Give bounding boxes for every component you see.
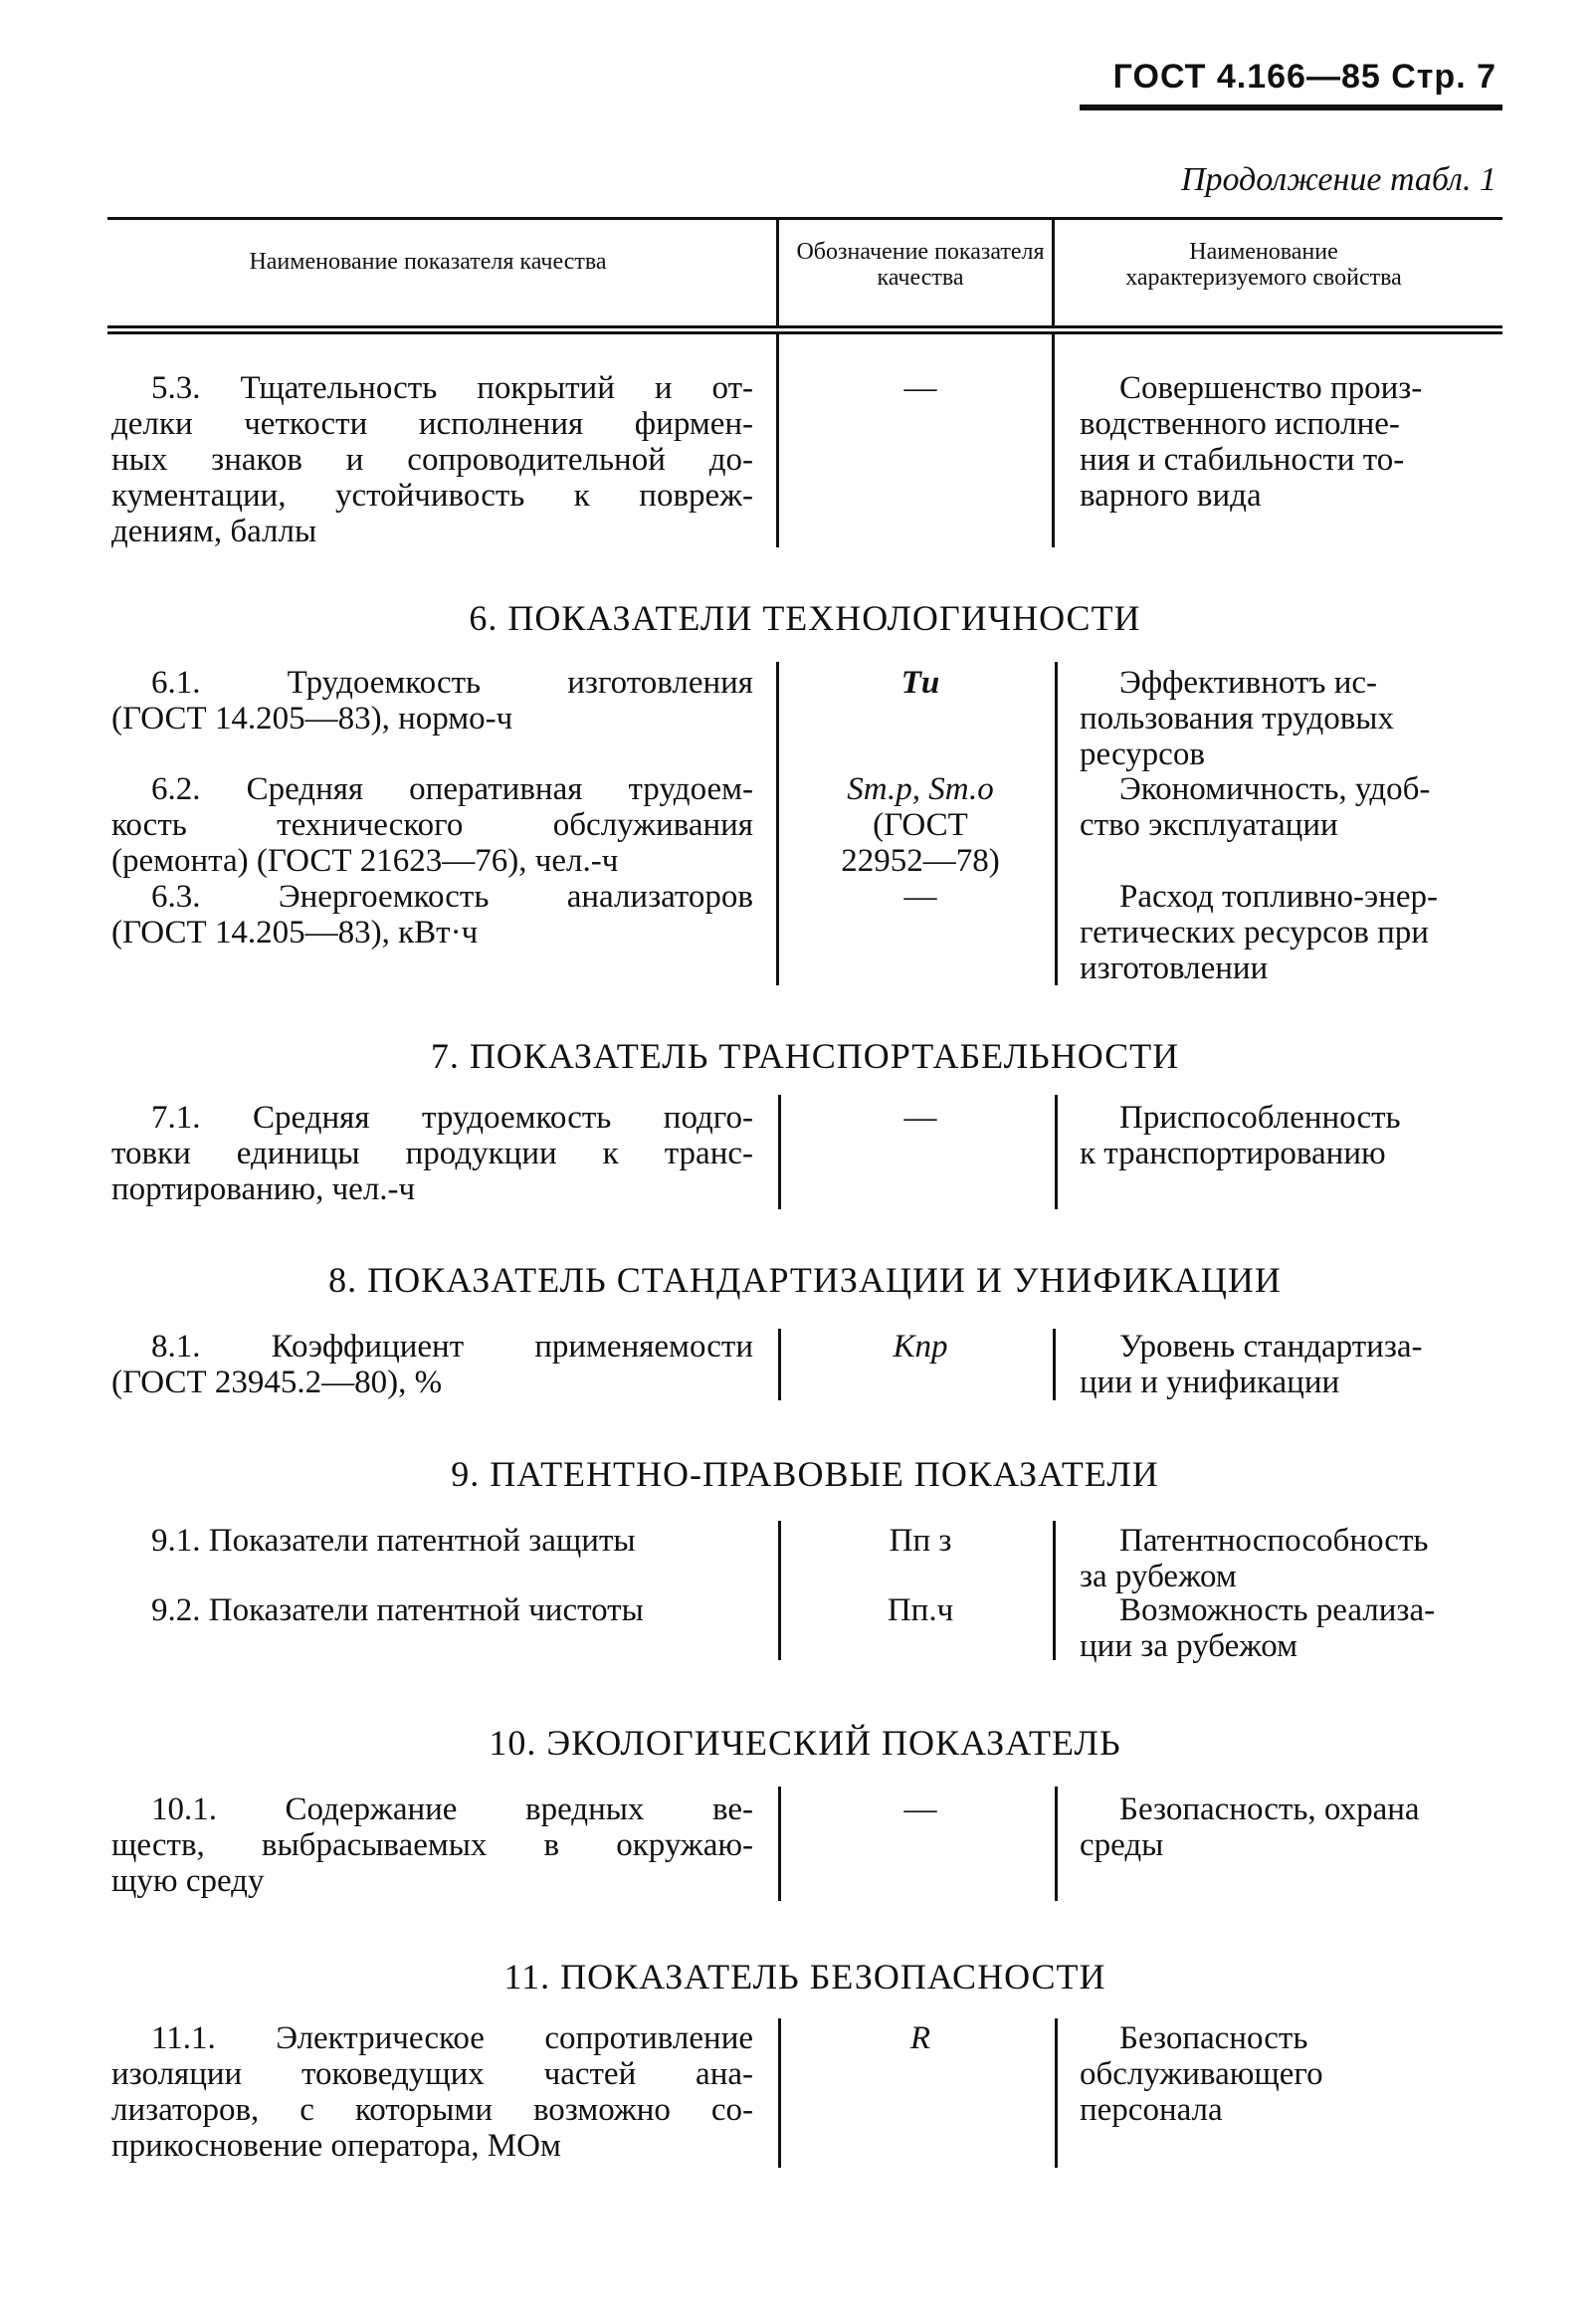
text-line: 8.1. Коэффициент применяемости xyxy=(151,1329,753,1365)
section-title-11: 11. ПОКАЗАТЕЛЬ БЕЗОПАСНОСТИ xyxy=(503,1957,1106,1997)
text-line: водственного исполне- xyxy=(1080,406,1400,442)
row-8-1-property xyxy=(1080,1329,1502,1400)
section-title-6: 6. ПОКАЗАТЕЛИ ТЕХНОЛОГИЧНОСТИ xyxy=(469,598,1141,638)
column-header-name: Наименование показателя качества xyxy=(249,249,607,275)
column-divider xyxy=(776,662,779,985)
text-line: ство эксплуатации xyxy=(1080,807,1338,843)
text-line: лизаторов, с которыми возможно со- xyxy=(111,2092,753,2128)
text-line: (ГОСТ 14.205—83), нормо-ч xyxy=(111,701,513,737)
row-5-3-symbol: — xyxy=(903,370,937,406)
text-line: изоляции токоведущих частей ана- xyxy=(111,2056,753,2092)
text-line: Расход топливно-энер- xyxy=(1119,879,1439,915)
header-rule xyxy=(1080,105,1502,110)
column-divider xyxy=(1055,662,1058,985)
text-line: 9.1. Показатели патентной защиты xyxy=(151,1523,636,1559)
text-line: 7.1. Средняя трудоемкость подго- xyxy=(151,1100,753,1136)
text-line: Безопасность, охрана xyxy=(1119,1791,1420,1827)
row-6-2-symbol xyxy=(786,771,1055,879)
text-line: 22952—78) xyxy=(841,843,1000,879)
text-line: кументации, устойчивость к повреж- xyxy=(111,478,753,514)
text-line: за рубежом xyxy=(1080,1559,1237,1594)
row-10-1-name xyxy=(111,1791,753,1899)
section-title-10: 10. ЭКОЛОГИЧЕСКИЙ ПОКАЗАТЕЛЬ xyxy=(489,1723,1121,1763)
text-line: прикосновение оператора, МОм xyxy=(111,2128,561,2164)
text-line: 6.1. Трудоемкость изготовления xyxy=(151,665,753,701)
column-header-property: Наименование характеризуемого свойства xyxy=(1125,239,1402,291)
column-divider xyxy=(1055,1787,1058,1901)
text-line: ции и унификации xyxy=(1080,1365,1340,1400)
text-line: Возможность реализа- xyxy=(1119,1592,1436,1628)
table-header-rule-2 xyxy=(107,331,1502,334)
text-line: 11.1. Электрическое сопротивление xyxy=(151,2020,753,2056)
row-6-1-property xyxy=(1080,665,1502,772)
row-11-1-property xyxy=(1080,2020,1502,2128)
text-line: щую среду xyxy=(111,1863,265,1899)
column-header-symbol: Обозначение показателя качества xyxy=(796,239,1045,291)
row-9-2-name xyxy=(111,1592,753,1628)
text-line: делки четкости исполнения фирмен- xyxy=(111,406,753,442)
text-line: к транспортированию xyxy=(1080,1136,1386,1171)
row-8-1-name xyxy=(111,1329,753,1400)
header-divider-1 xyxy=(776,219,779,328)
row-6-3-symbol: — xyxy=(903,879,937,915)
column-divider xyxy=(1052,333,1055,547)
row-6-2-name xyxy=(111,771,753,879)
row-11-1-symbol: R xyxy=(909,2020,931,2056)
text-line: ществ, выбрасываемых в окружаю- xyxy=(111,1827,753,1863)
row-6-1-name xyxy=(111,665,753,737)
text-line: товки единицы продукции к транс- xyxy=(111,1136,753,1171)
row-6-3-name xyxy=(111,879,753,950)
text-line: Приспособленность xyxy=(1119,1100,1401,1136)
text-line: Совершенство произ- xyxy=(1119,370,1423,406)
text-line: Sт.р, Sт.о xyxy=(847,771,994,807)
text-line: Экономичность, удоб- xyxy=(1119,771,1431,807)
text-line: гетических ресурсов при xyxy=(1080,915,1429,950)
column-divider xyxy=(1053,1521,1056,1660)
text-line: портированию, чел.-ч xyxy=(111,1171,416,1207)
text-line: ных знаков и сопроводительной до- xyxy=(111,442,753,478)
row-6-2-property xyxy=(1080,771,1502,843)
row-10-1-property xyxy=(1080,1791,1502,1863)
row-10-1-symbol: — xyxy=(903,1791,937,1827)
text-line: Уровень стандартиза- xyxy=(1119,1329,1423,1365)
column-divider xyxy=(1055,2018,1058,2168)
text-line: 5.3. Тщательность покрытий и от- xyxy=(151,370,753,406)
row-6-3-property xyxy=(1080,879,1502,986)
text-line: ресурсов xyxy=(1080,737,1205,772)
row-7-1-name xyxy=(111,1100,753,1207)
row-5-3-property xyxy=(1080,370,1502,514)
text-line: 6.3. Энергоемкость анализаторов xyxy=(151,879,753,915)
text-line: дениям, баллы xyxy=(111,514,317,549)
text-line: среды xyxy=(1080,1827,1164,1863)
row-7-1-symbol: — xyxy=(903,1100,937,1136)
table-top-rule xyxy=(107,217,1502,220)
column-divider xyxy=(778,1521,781,1660)
table-header-rule xyxy=(107,325,1502,328)
column-divider xyxy=(776,333,779,547)
text-line: (ремонта) (ГОСТ 21623—76), чел.-ч xyxy=(111,843,619,879)
page-header: ГОСТ 4.166—85 Стр. 7 xyxy=(1112,58,1496,96)
text-line: (ГОСТ 14.205—83), кВт·ч xyxy=(111,915,479,950)
text-line: Безопасность xyxy=(1119,2020,1308,2056)
text-line: Патентноспособность xyxy=(1119,1523,1429,1559)
text-line: кость технического обслуживания xyxy=(111,807,753,843)
text-line: персонала xyxy=(1080,2092,1223,2128)
text-line: варного вида xyxy=(1080,478,1262,514)
row-11-1-name xyxy=(111,2020,753,2164)
text-line: 9.2. Показатели патентной чистоты xyxy=(151,1592,644,1628)
row-9-2-property xyxy=(1080,1592,1502,1664)
text-line: 10.1. Содержание вредных ве- xyxy=(151,1791,753,1827)
header-divider-2 xyxy=(1052,219,1055,328)
column-divider xyxy=(778,1095,781,1209)
column-divider xyxy=(778,2018,781,2168)
text-line: Эффективнотъ ис- xyxy=(1119,665,1378,701)
row-7-1-property xyxy=(1080,1100,1502,1171)
text-line: пользования трудовых xyxy=(1080,701,1394,737)
row-9-1-property xyxy=(1080,1523,1502,1594)
column-divider xyxy=(1053,1329,1056,1400)
text-line: 6.2. Средняя оперативная трудоем- xyxy=(151,771,753,807)
text-line: (ГОСТ xyxy=(873,807,968,843)
row-9-1-symbol: Пп з xyxy=(889,1523,952,1559)
section-title-8: 8. ПОКАЗАТЕЛЬ СТАНДАРТИЗАЦИИ И УНИФИКАЦИИ xyxy=(328,1260,1282,1300)
row-6-1-symbol: Tи xyxy=(900,665,940,701)
column-divider xyxy=(1055,1095,1058,1209)
column-divider xyxy=(778,1787,781,1901)
section-title-9: 9. ПАТЕНТНО-ПРАВОВЫЕ ПОКАЗАТЕЛИ xyxy=(451,1454,1159,1494)
text-line: обслуживающего xyxy=(1080,2056,1323,2092)
row-9-1-name xyxy=(111,1523,753,1559)
row-8-1-symbol: Kпр xyxy=(893,1329,948,1365)
row-9-2-symbol: Пп.ч xyxy=(887,1592,954,1628)
table-continuation-label: Продолжение табл. 1 xyxy=(1180,161,1496,198)
row-5-3-name xyxy=(111,370,753,549)
section-title-7: 7. ПОКАЗАТЕЛЬ ТРАНСПОРТАБЕЛЬНОСТИ xyxy=(430,1036,1180,1076)
text-line: ния и стабильности то- xyxy=(1080,442,1405,478)
text-line: изготовлении xyxy=(1080,950,1269,986)
text-line: (ГОСТ 23945.2—80), % xyxy=(111,1365,443,1400)
column-divider xyxy=(778,1329,781,1400)
text-line: ции за рубежом xyxy=(1080,1628,1298,1664)
